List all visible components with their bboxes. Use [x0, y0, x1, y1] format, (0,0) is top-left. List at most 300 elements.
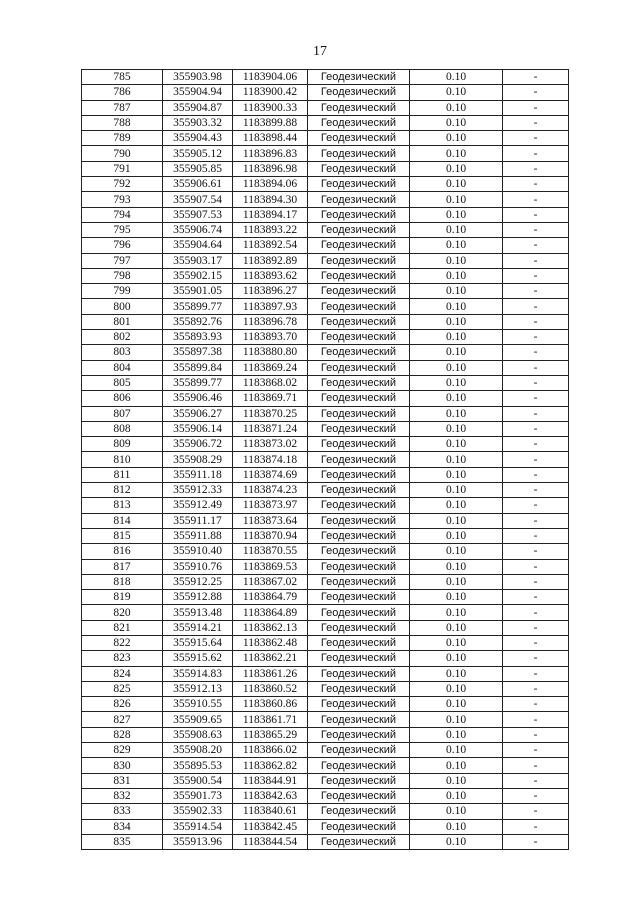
- method-cell: Геодезический: [308, 681, 410, 696]
- method-cell: Геодезический: [308, 483, 410, 498]
- x-coordinate-cell: 355899.84: [163, 360, 233, 375]
- point-number-cell: 831: [82, 773, 163, 788]
- x-coordinate-cell: 355908.29: [163, 452, 233, 467]
- point-number-cell: 788: [82, 115, 163, 130]
- x-coordinate-cell: 355909.65: [163, 712, 233, 727]
- y-coordinate-cell: 1183892.89: [233, 253, 308, 268]
- table-row: [82, 330, 569, 345]
- method-cell: Геодезический: [308, 284, 410, 299]
- x-coordinate-cell: 355912.49: [163, 498, 233, 513]
- accuracy-cell: 0.10: [410, 345, 503, 360]
- x-coordinate-cell: 355906.46: [163, 391, 233, 406]
- accuracy-cell: 0.10: [410, 115, 503, 130]
- x-coordinate-cell: 355911.17: [163, 513, 233, 528]
- accuracy-cell: 0.10: [410, 253, 503, 268]
- x-coordinate-cell: 355908.63: [163, 727, 233, 742]
- point-number-cell: 801: [82, 314, 163, 329]
- accuracy-cell: 0.10: [410, 681, 503, 696]
- y-coordinate-cell: 1183892.54: [233, 238, 308, 253]
- accuracy-cell: 0.10: [410, 528, 503, 543]
- x-coordinate-cell: 355903.98: [163, 70, 233, 85]
- accuracy-cell: 0.10: [410, 605, 503, 620]
- point-number-cell: 785: [82, 70, 163, 85]
- accuracy-cell: 0.10: [410, 391, 503, 406]
- y-coordinate-cell: 1183860.52: [233, 681, 308, 696]
- note-cell: -: [503, 131, 569, 146]
- accuracy-cell: 0.10: [410, 712, 503, 727]
- note-cell: -: [503, 375, 569, 390]
- x-coordinate-cell: 355893.93: [163, 330, 233, 345]
- table-row: [82, 85, 569, 100]
- point-number-cell: 833: [82, 804, 163, 819]
- table-row: [82, 559, 569, 574]
- x-coordinate-cell: 355914.83: [163, 666, 233, 681]
- method-cell: Геодезический: [308, 697, 410, 712]
- method-cell: Геодезический: [308, 590, 410, 605]
- point-number-cell: 800: [82, 299, 163, 314]
- y-coordinate-cell: 1183898.44: [233, 131, 308, 146]
- y-coordinate-cell: 1183896.78: [233, 314, 308, 329]
- table-row: [82, 360, 569, 375]
- point-number-cell: 817: [82, 559, 163, 574]
- method-cell: Геодезический: [308, 712, 410, 727]
- accuracy-cell: 0.10: [410, 146, 503, 161]
- point-number-cell: 810: [82, 452, 163, 467]
- point-number-cell: 826: [82, 697, 163, 712]
- accuracy-cell: 0.10: [410, 559, 503, 574]
- table-row: [82, 819, 569, 834]
- point-number-cell: 799: [82, 284, 163, 299]
- table-row: [82, 727, 569, 742]
- y-coordinate-cell: 1183893.62: [233, 268, 308, 283]
- x-coordinate-cell: 355910.40: [163, 544, 233, 559]
- y-coordinate-cell: 1183869.53: [233, 559, 308, 574]
- x-coordinate-cell: 355914.21: [163, 620, 233, 635]
- note-cell: -: [503, 528, 569, 543]
- table-row: [82, 192, 569, 207]
- table-row: [82, 498, 569, 513]
- method-cell: Геодезический: [308, 635, 410, 650]
- table-row: [82, 100, 569, 115]
- note-cell: -: [503, 437, 569, 452]
- x-coordinate-cell: 355907.54: [163, 192, 233, 207]
- x-coordinate-cell: 355913.48: [163, 605, 233, 620]
- table-row: [82, 222, 569, 237]
- accuracy-cell: 0.10: [410, 284, 503, 299]
- method-cell: Геодезический: [308, 131, 410, 146]
- accuracy-cell: 0.10: [410, 207, 503, 222]
- method-cell: Геодезический: [308, 819, 410, 834]
- method-cell: Геодезический: [308, 773, 410, 788]
- table-row: [82, 238, 569, 253]
- point-number-cell: 796: [82, 238, 163, 253]
- point-number-cell: 812: [82, 483, 163, 498]
- note-cell: -: [503, 712, 569, 727]
- accuracy-cell: 0.10: [410, 437, 503, 452]
- y-coordinate-cell: 1183866.02: [233, 743, 308, 758]
- accuracy-cell: 0.10: [410, 360, 503, 375]
- accuracy-cell: 0.10: [410, 804, 503, 819]
- point-number-cell: 803: [82, 345, 163, 360]
- x-coordinate-cell: 355911.18: [163, 467, 233, 482]
- table-row: [82, 207, 569, 222]
- y-coordinate-cell: 1183861.26: [233, 666, 308, 681]
- x-coordinate-cell: 355912.13: [163, 681, 233, 696]
- accuracy-cell: 0.10: [410, 406, 503, 421]
- y-coordinate-cell: 1183900.42: [233, 85, 308, 100]
- y-coordinate-cell: 1183874.23: [233, 483, 308, 498]
- method-cell: Геодезический: [308, 115, 410, 130]
- method-cell: Геодезический: [308, 467, 410, 482]
- method-cell: Геодезический: [308, 452, 410, 467]
- method-cell: Геодезический: [308, 758, 410, 773]
- y-coordinate-cell: 1183860.86: [233, 697, 308, 712]
- method-cell: Геодезический: [308, 788, 410, 803]
- point-number-cell: 832: [82, 788, 163, 803]
- note-cell: -: [503, 192, 569, 207]
- y-coordinate-cell: 1183844.91: [233, 773, 308, 788]
- x-coordinate-cell: 355903.17: [163, 253, 233, 268]
- method-cell: Геодезический: [308, 238, 410, 253]
- accuracy-cell: 0.10: [410, 819, 503, 834]
- method-cell: Геодезический: [308, 574, 410, 589]
- point-number-cell: 819: [82, 590, 163, 605]
- accuracy-cell: 0.10: [410, 788, 503, 803]
- point-number-cell: 798: [82, 268, 163, 283]
- method-cell: Геодезический: [308, 314, 410, 329]
- y-coordinate-cell: 1183862.13: [233, 620, 308, 635]
- page-number: 17: [313, 44, 327, 59]
- accuracy-cell: 0.10: [410, 375, 503, 390]
- table-row: [82, 666, 569, 681]
- method-cell: Геодезический: [308, 528, 410, 543]
- method-cell: Геодезический: [308, 70, 410, 85]
- y-coordinate-cell: 1183899.88: [233, 115, 308, 130]
- accuracy-cell: 0.10: [410, 651, 503, 666]
- point-number-cell: 790: [82, 146, 163, 161]
- table-row: [82, 528, 569, 543]
- table-row: [82, 712, 569, 727]
- table-row: [82, 788, 569, 803]
- note-cell: -: [503, 360, 569, 375]
- table-row: [82, 406, 569, 421]
- accuracy-cell: 0.10: [410, 177, 503, 192]
- point-number-cell: 815: [82, 528, 163, 543]
- accuracy-cell: 0.10: [410, 85, 503, 100]
- note-cell: -: [503, 207, 569, 222]
- y-coordinate-cell: 1183862.21: [233, 651, 308, 666]
- x-coordinate-cell: 355892.76: [163, 314, 233, 329]
- y-coordinate-cell: 1183870.94: [233, 528, 308, 543]
- y-coordinate-cell: 1183894.30: [233, 192, 308, 207]
- method-cell: Геодезический: [308, 620, 410, 635]
- x-coordinate-cell: 355905.12: [163, 146, 233, 161]
- note-cell: -: [503, 146, 569, 161]
- note-cell: -: [503, 635, 569, 650]
- y-coordinate-cell: 1183869.71: [233, 391, 308, 406]
- x-coordinate-cell: 355906.74: [163, 222, 233, 237]
- y-coordinate-cell: 1183868.02: [233, 375, 308, 390]
- note-cell: -: [503, 238, 569, 253]
- table-row: [82, 161, 569, 176]
- method-cell: Геодезический: [308, 330, 410, 345]
- table-row: [82, 345, 569, 360]
- accuracy-cell: 0.10: [410, 314, 503, 329]
- y-coordinate-cell: 1183873.02: [233, 437, 308, 452]
- point-number-cell: 818: [82, 574, 163, 589]
- y-coordinate-cell: 1183873.64: [233, 513, 308, 528]
- note-cell: -: [503, 574, 569, 589]
- table-row: [82, 299, 569, 314]
- note-cell: -: [503, 222, 569, 237]
- method-cell: Геодезический: [308, 192, 410, 207]
- point-number-cell: 794: [82, 207, 163, 222]
- note-cell: -: [503, 697, 569, 712]
- method-cell: Геодезический: [308, 743, 410, 758]
- accuracy-cell: 0.10: [410, 758, 503, 773]
- table-row: [82, 467, 569, 482]
- point-number-cell: 786: [82, 85, 163, 100]
- accuracy-cell: 0.10: [410, 483, 503, 498]
- accuracy-cell: 0.10: [410, 131, 503, 146]
- accuracy-cell: 0.10: [410, 773, 503, 788]
- y-coordinate-cell: 1183870.25: [233, 406, 308, 421]
- table-row: [82, 773, 569, 788]
- method-cell: Геодезический: [308, 406, 410, 421]
- x-coordinate-cell: 355906.14: [163, 421, 233, 436]
- note-cell: -: [503, 330, 569, 345]
- accuracy-cell: 0.10: [410, 238, 503, 253]
- x-coordinate-cell: 355914.54: [163, 819, 233, 834]
- y-coordinate-cell: 1183896.27: [233, 284, 308, 299]
- point-number-cell: 787: [82, 100, 163, 115]
- note-cell: -: [503, 758, 569, 773]
- table-row: [82, 375, 569, 390]
- table-row: [82, 544, 569, 559]
- y-coordinate-cell: 1183874.18: [233, 452, 308, 467]
- y-coordinate-cell: 1183867.02: [233, 574, 308, 589]
- table-row: [82, 421, 569, 436]
- note-cell: -: [503, 345, 569, 360]
- note-cell: -: [503, 727, 569, 742]
- accuracy-cell: 0.10: [410, 590, 503, 605]
- table-row: [82, 681, 569, 696]
- x-coordinate-cell: 355906.72: [163, 437, 233, 452]
- x-coordinate-cell: 355913.96: [163, 834, 233, 849]
- method-cell: Геодезический: [308, 345, 410, 360]
- method-cell: Геодезический: [308, 804, 410, 819]
- point-number-cell: 808: [82, 421, 163, 436]
- accuracy-cell: 0.10: [410, 161, 503, 176]
- method-cell: Геодезический: [308, 177, 410, 192]
- table-row: [82, 513, 569, 528]
- y-coordinate-cell: 1183874.69: [233, 467, 308, 482]
- y-coordinate-cell: 1183844.54: [233, 834, 308, 849]
- table-row: [82, 70, 569, 85]
- x-coordinate-cell: 355904.43: [163, 131, 233, 146]
- y-coordinate-cell: 1183865.29: [233, 727, 308, 742]
- accuracy-cell: 0.10: [410, 452, 503, 467]
- note-cell: -: [503, 177, 569, 192]
- method-cell: Геодезический: [308, 437, 410, 452]
- y-coordinate-cell: 1183871.24: [233, 421, 308, 436]
- method-cell: Геодезический: [308, 513, 410, 528]
- point-number-cell: 814: [82, 513, 163, 528]
- y-coordinate-cell: 1183897.93: [233, 299, 308, 314]
- y-coordinate-cell: 1183842.45: [233, 819, 308, 834]
- accuracy-cell: 0.10: [410, 330, 503, 345]
- coordinates-table: [81, 69, 569, 850]
- point-number-cell: 835: [82, 834, 163, 849]
- point-number-cell: 822: [82, 635, 163, 650]
- note-cell: -: [503, 681, 569, 696]
- point-number-cell: 795: [82, 222, 163, 237]
- note-cell: -: [503, 299, 569, 314]
- table-row: [82, 452, 569, 467]
- x-coordinate-cell: 355906.61: [163, 177, 233, 192]
- point-number-cell: 802: [82, 330, 163, 345]
- x-coordinate-cell: 355907.53: [163, 207, 233, 222]
- note-cell: -: [503, 743, 569, 758]
- accuracy-cell: 0.10: [410, 574, 503, 589]
- note-cell: -: [503, 452, 569, 467]
- table-row: [82, 131, 569, 146]
- point-number-cell: 823: [82, 651, 163, 666]
- point-number-cell: 830: [82, 758, 163, 773]
- method-cell: Геодезический: [308, 146, 410, 161]
- note-cell: -: [503, 421, 569, 436]
- point-number-cell: 827: [82, 712, 163, 727]
- note-cell: -: [503, 100, 569, 115]
- note-cell: -: [503, 651, 569, 666]
- point-number-cell: 821: [82, 620, 163, 635]
- table-row: [82, 391, 569, 406]
- accuracy-cell: 0.10: [410, 498, 503, 513]
- note-cell: -: [503, 590, 569, 605]
- table-row: [82, 284, 569, 299]
- method-cell: Геодезический: [308, 222, 410, 237]
- x-coordinate-cell: 355908.20: [163, 743, 233, 758]
- table-row: [82, 146, 569, 161]
- x-coordinate-cell: 355910.55: [163, 697, 233, 712]
- note-cell: -: [503, 268, 569, 283]
- method-cell: Геодезический: [308, 375, 410, 390]
- point-number-cell: 793: [82, 192, 163, 207]
- table-row: [82, 590, 569, 605]
- point-number-cell: 789: [82, 131, 163, 146]
- x-coordinate-cell: 355911.88: [163, 528, 233, 543]
- x-coordinate-cell: 355895.53: [163, 758, 233, 773]
- table-row: [82, 605, 569, 620]
- x-coordinate-cell: 355912.33: [163, 483, 233, 498]
- note-cell: -: [503, 620, 569, 635]
- x-coordinate-cell: 355901.73: [163, 788, 233, 803]
- y-coordinate-cell: 1183870.55: [233, 544, 308, 559]
- y-coordinate-cell: 1183873.97: [233, 498, 308, 513]
- method-cell: Геодезический: [308, 559, 410, 574]
- point-number-cell: 804: [82, 360, 163, 375]
- accuracy-cell: 0.10: [410, 70, 503, 85]
- note-cell: -: [503, 314, 569, 329]
- y-coordinate-cell: 1183880.80: [233, 345, 308, 360]
- method-cell: Геодезический: [308, 421, 410, 436]
- accuracy-cell: 0.10: [410, 620, 503, 635]
- note-cell: -: [503, 513, 569, 528]
- point-number-cell: 816: [82, 544, 163, 559]
- coordinates-table-body: [82, 70, 569, 850]
- y-coordinate-cell: 1183894.17: [233, 207, 308, 222]
- method-cell: Геодезический: [308, 85, 410, 100]
- note-cell: -: [503, 666, 569, 681]
- accuracy-cell: 0.10: [410, 697, 503, 712]
- note-cell: -: [503, 406, 569, 421]
- method-cell: Геодезический: [308, 100, 410, 115]
- table-row: [82, 177, 569, 192]
- note-cell: -: [503, 834, 569, 849]
- table-row: [82, 314, 569, 329]
- table-row: [82, 620, 569, 635]
- method-cell: Геодезический: [308, 834, 410, 849]
- table-row: [82, 268, 569, 283]
- y-coordinate-cell: 1183896.83: [233, 146, 308, 161]
- method-cell: Геодезический: [308, 544, 410, 559]
- note-cell: -: [503, 391, 569, 406]
- accuracy-cell: 0.10: [410, 467, 503, 482]
- note-cell: -: [503, 605, 569, 620]
- accuracy-cell: 0.10: [410, 544, 503, 559]
- accuracy-cell: 0.10: [410, 666, 503, 681]
- y-coordinate-cell: 1183904.06: [233, 70, 308, 85]
- method-cell: Геодезический: [308, 727, 410, 742]
- method-cell: Геодезический: [308, 299, 410, 314]
- x-coordinate-cell: 355915.64: [163, 635, 233, 650]
- point-number-cell: 834: [82, 819, 163, 834]
- x-coordinate-cell: 355904.64: [163, 238, 233, 253]
- table-row: [82, 574, 569, 589]
- x-coordinate-cell: 355904.87: [163, 100, 233, 115]
- method-cell: Геодезический: [308, 391, 410, 406]
- table-row: [82, 635, 569, 650]
- table-row: [82, 483, 569, 498]
- method-cell: Геодезический: [308, 268, 410, 283]
- method-cell: Геодезический: [308, 498, 410, 513]
- point-number-cell: 825: [82, 681, 163, 696]
- x-coordinate-cell: 355899.77: [163, 375, 233, 390]
- note-cell: -: [503, 253, 569, 268]
- point-number-cell: 824: [82, 666, 163, 681]
- y-coordinate-cell: 1183894.06: [233, 177, 308, 192]
- accuracy-cell: 0.10: [410, 222, 503, 237]
- x-coordinate-cell: 355899.77: [163, 299, 233, 314]
- x-coordinate-cell: 355905.85: [163, 161, 233, 176]
- point-number-cell: 809: [82, 437, 163, 452]
- note-cell: -: [503, 559, 569, 574]
- note-cell: -: [503, 467, 569, 482]
- y-coordinate-cell: 1183842.63: [233, 788, 308, 803]
- note-cell: -: [503, 773, 569, 788]
- note-cell: -: [503, 115, 569, 130]
- method-cell: Геодезический: [308, 605, 410, 620]
- x-coordinate-cell: 355906.27: [163, 406, 233, 421]
- note-cell: -: [503, 85, 569, 100]
- x-coordinate-cell: 355903.32: [163, 115, 233, 130]
- point-number-cell: 829: [82, 743, 163, 758]
- table-row: [82, 253, 569, 268]
- accuracy-cell: 0.10: [410, 743, 503, 758]
- accuracy-cell: 0.10: [410, 299, 503, 314]
- accuracy-cell: 0.10: [410, 268, 503, 283]
- point-number-cell: 806: [82, 391, 163, 406]
